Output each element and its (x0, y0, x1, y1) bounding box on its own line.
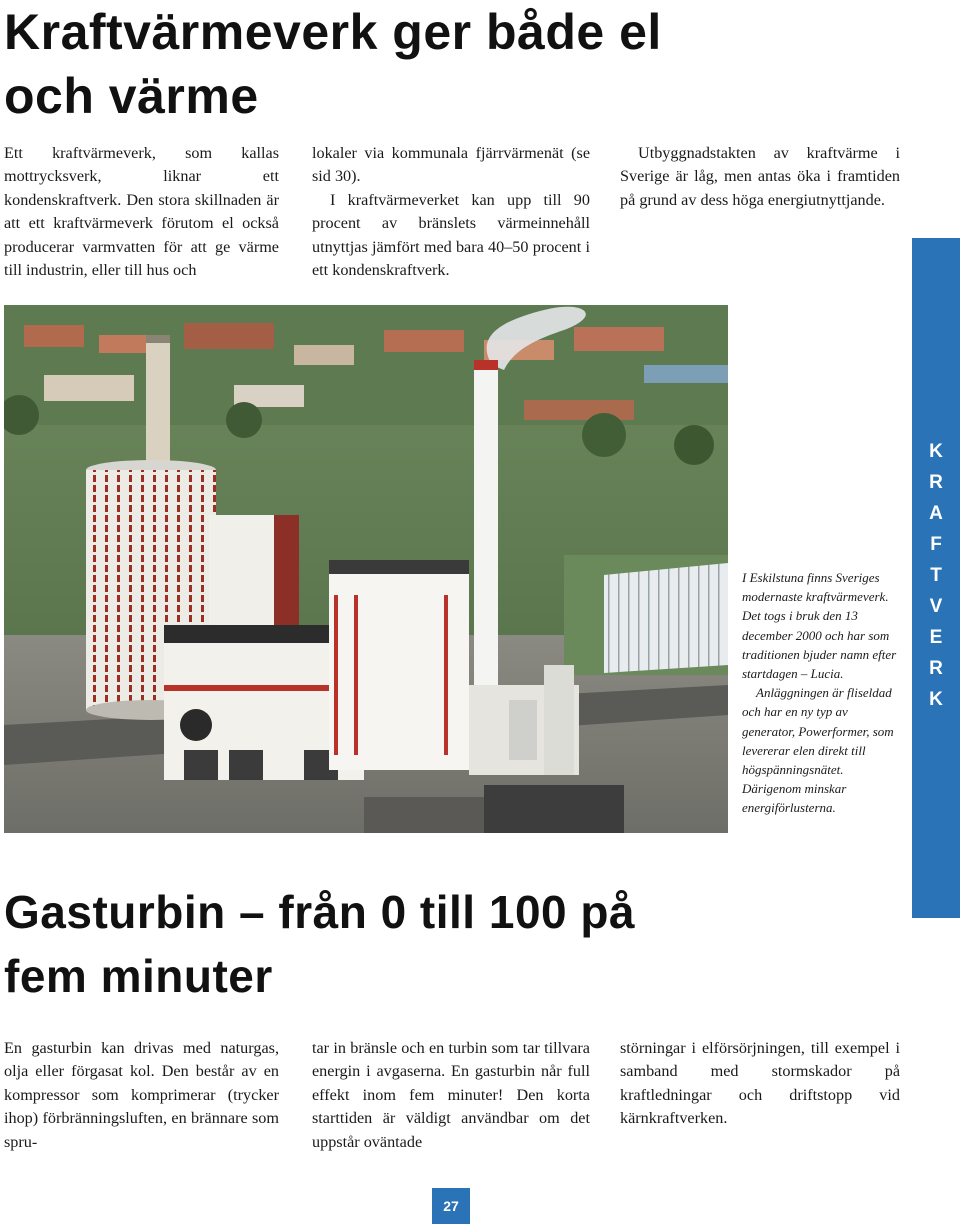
article2-column-1 (4, 1037, 279, 1154)
article2-column-3-text: störningar i elförsörjningen, till exempel i samband med stormskador på kraftledningar och driftstopp vid kärnkraftverken. (620, 1039, 900, 1128)
sidebar-letter: K (929, 689, 943, 710)
sidebar-letter: T (930, 565, 942, 586)
sidebar-letter: E (929, 627, 943, 648)
article2-column-1-text: En gasturbin kan drivas med naturgas, olja eller förgasat kol. Den består av en kompressor som komprimerar (trycker ihop) förbränningsluften, en brännare som spru- (4, 1039, 279, 1151)
section-sidebar (912, 238, 960, 918)
headline-kraftvarmeverk: Kraftvärmeverk ger både el och värme (4, 4, 662, 124)
sidebar-letter: A (929, 503, 943, 524)
page-number: 27 (432, 1188, 470, 1224)
sidebar-letter: K (929, 441, 943, 462)
article1-column-3 (620, 142, 900, 212)
sidebar-label-kraftverk (912, 436, 960, 715)
article1-column-1 (4, 142, 279, 282)
power-plant-photo (4, 305, 728, 833)
photo-caption-paragraph-2: Anläggningen är fliseldad och har en ny typ av generator, Powerformer, som levererar elen direkt till högspänningsnätet. Därigenom minskar energiförlusterna. (742, 685, 894, 816)
photo-caption (742, 568, 900, 818)
sidebar-letter: R (929, 658, 943, 679)
article1-column-2-paragraph-2: I kraftvärmeverket kan upp till 90 procent av bränslets värmeinnehåll utnyttjas jämfört med bara 40–50 procent i ett kondenskraftverk. (312, 190, 590, 280)
article1-column-2-paragraph-1: lokaler via kommunala fjärrvärmenät (se sid 30). (312, 144, 590, 186)
sidebar-letter: V (929, 596, 943, 617)
article2-column-3 (620, 1037, 900, 1131)
sidebar-letter: R (929, 472, 943, 493)
article1-column-2 (312, 142, 590, 282)
article2-column-2 (312, 1037, 590, 1154)
article1-column-3-text: Utbyggnadstakten av kraftvärme i Sverige är låg, men antas öka i framtiden på grund av dess höga energiutnyttjande. (620, 144, 900, 209)
photo-caption-paragraph-1: I Eskilstuna finns Sveriges modernaste kraftvärmeverk. Det togs i bruk den 13 december 2000 och har som traditionen bjuder namn efter startdagen – Lucia. (742, 570, 897, 682)
article2-column-2-text: tar in bränsle och en turbin som tar tillvara energin i avgaserna. En gasturbin når full effekt inom fem minuter! Den korta starttiden är väldigt användbar om det uppstår oväntade (312, 1039, 590, 1151)
sidebar-letter: F (930, 534, 942, 555)
article1-column-1-text: Ett kraftvärmeverk, som kallas mottrycksverk, liknar ett kondenskraftverk. Den stora skillnaden är att ett kraftvärmeverk förutom el också producerar varmvatten för att ge värme till industrin, eller till hus och (4, 144, 279, 280)
headline-gasturbin: Gasturbin – från 0 till 100 på fem minuter (4, 886, 636, 1002)
